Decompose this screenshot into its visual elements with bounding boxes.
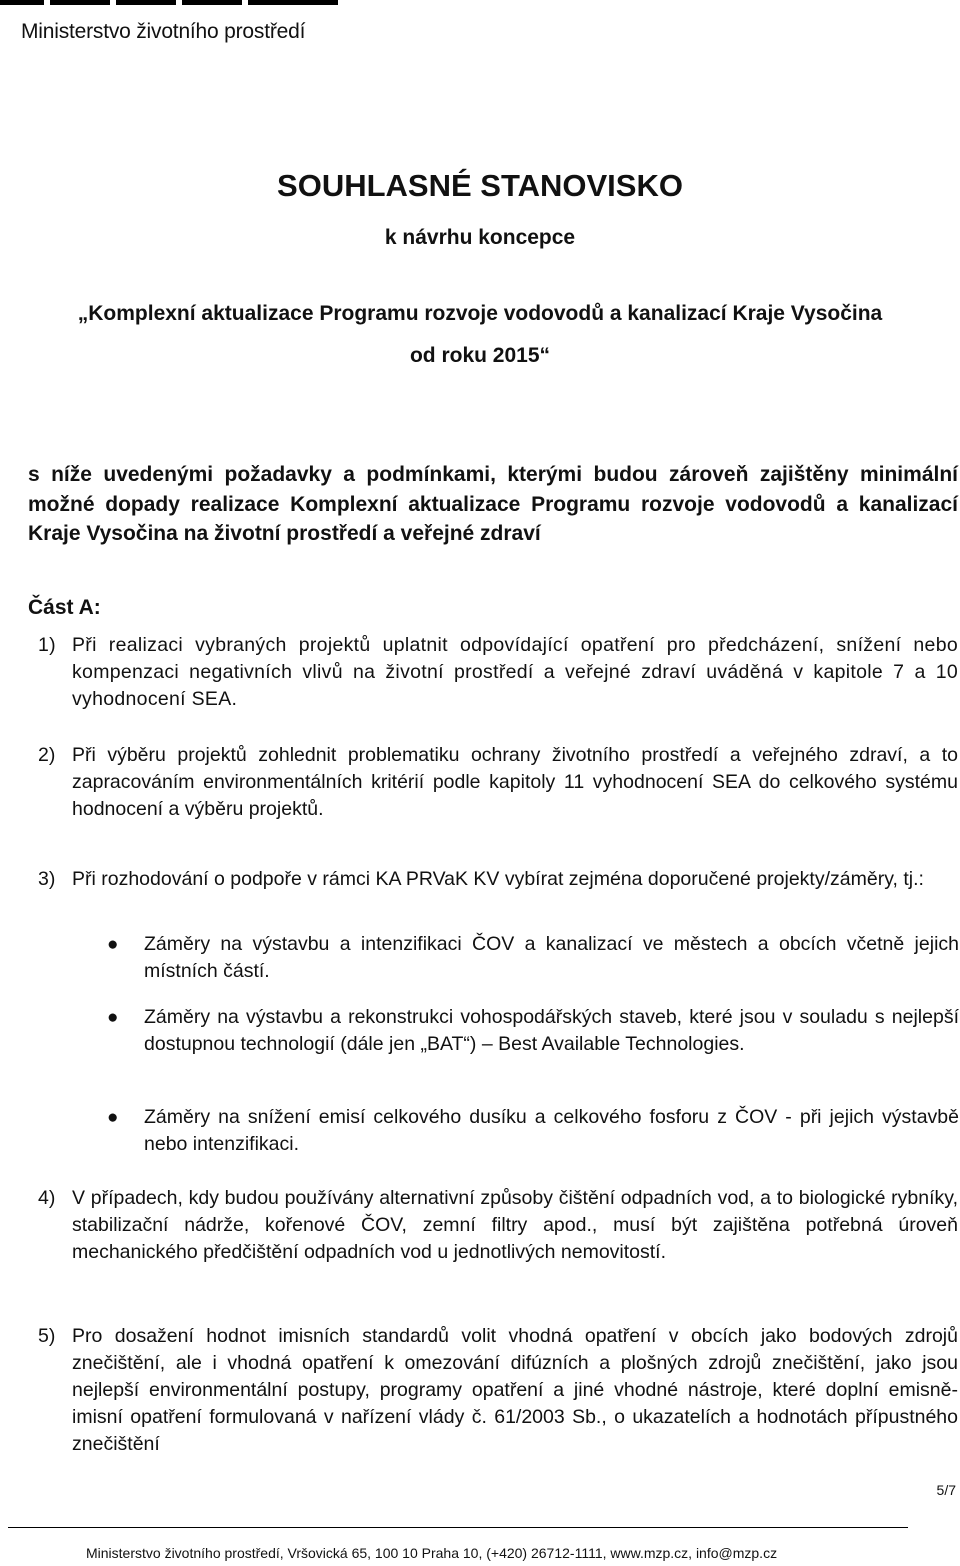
item-text: Při rozhodování o podpoře v rámci KA PRVaK KV vybírat zejména doporučené projekty/záměry, tj.: — [72, 868, 924, 890]
item-text: Při realizaci vybraných projektů uplatnit odpovídající opatření pro předcházení, snížení nebo kompenzaci negativních vlivů na životní prostředí a veřejné zdraví uváděná v kapitole 7 a 10 vyhodnocení SEA. — [72, 634, 958, 710]
bullet-icon: ● — [107, 1107, 119, 1128]
bullet-item — [107, 1104, 959, 1158]
list-item — [38, 866, 958, 893]
bullet-item — [107, 931, 959, 985]
bullet-text: Záměry na výstavbu a intenzifikaci ČOV a kanalizací ve městech a obcích včetně jejich místních částí. — [144, 933, 959, 982]
item-number: 4) — [38, 1187, 56, 1209]
bullet-icon: ● — [107, 1007, 119, 1028]
header-decoration — [0, 0, 338, 5]
footer-contact: Ministerstvo životního prostředí, Vršovická 65, 100 10 Praha 10, (+420) 26712-1111, www.mzp.cz, info@mzp.cz — [86, 1545, 778, 1561]
list-item — [38, 1185, 958, 1266]
list-item — [38, 632, 958, 713]
item-number: 5) — [38, 1325, 56, 1347]
bullet-text: Záměry na výstavbu a rekonstrukci vohospodářských staveb, které jsou v souladu s nejlepší dostupnou technologií (dále jen „BAT“) – Best Available Technologies. — [144, 1006, 959, 1055]
concept-name-line1: „Komplexní aktualizace Programu rozvoje vodovodů a kanalizací Kraje Vysočina — [77, 302, 883, 325]
intro-paragraph: s níže uvedenými požadavky a podmínkami, kterými budou zároveň zajištěny minimální možné dopady realizace Komplexní aktualizace Programu rozvoje vodovodů a kanalizací Kraje Vysočina na životní prostředí a veřejné zdraví — [28, 463, 958, 545]
ministry-logo-text: Ministerstvo životního prostředí — [21, 20, 306, 43]
bullet-item — [107, 1004, 959, 1058]
item-text: V případech, kdy budou používány alternativní způsoby čištění odpadních vod, a to biologické rybníky, stabilizační nádrže, kořenové ČOV, zemní filtry apod., musí být zajištěna potřebná úroveň mechanického předčištění odpadních vod u jednotlivých nemovitostí. — [72, 1187, 958, 1263]
bullet-icon: ● — [107, 934, 119, 955]
item-text: Při výběru projektů zohlednit problematiku ochrany životního prostředí a veřejného zdraví, a to zapracováním environmentálních kritérií podle kapitoly 11 vyhodnocení SEA do celkového systému hodnocení a výběru projektů. — [72, 744, 958, 820]
item-number: 2) — [38, 744, 56, 766]
item-number: 1) — [38, 634, 56, 656]
concept-name-line2: od roku 2015“ — [409, 344, 551, 367]
bullet-text: Záměry na snížení emisí celkového dusíku a celkového fosforu z ČOV - při jejich výstavbě nebo intenzifikaci. — [144, 1106, 959, 1155]
item-number: 3) — [38, 868, 56, 890]
footer-divider — [8, 1527, 908, 1528]
document-title: SOUHLASNÉ STANOVISKO — [277, 168, 683, 203]
item-text: Pro dosažení hodnot imisních standardů volit vhodná opatření v obcích jako bodových zdrojů znečištění, ale i vhodná opatření k omezování difúzních a plošných zdrojů znečištění, jako jsou nejlepší environmentální postupy, programy opatření a jiné vhodné nástroje, které doplní emisně-imisní opatření formulovaná v nařízení vlády č. 61/2003 Sb., o ukazatelích a hodnotách přípustného znečištění — [72, 1325, 958, 1455]
section-heading: Část A: — [28, 596, 101, 619]
page-number: 5/7 — [936, 1482, 956, 1498]
list-item — [38, 1323, 958, 1458]
list-item — [38, 742, 958, 823]
document-subtitle: k návrhu koncepce — [384, 226, 576, 249]
